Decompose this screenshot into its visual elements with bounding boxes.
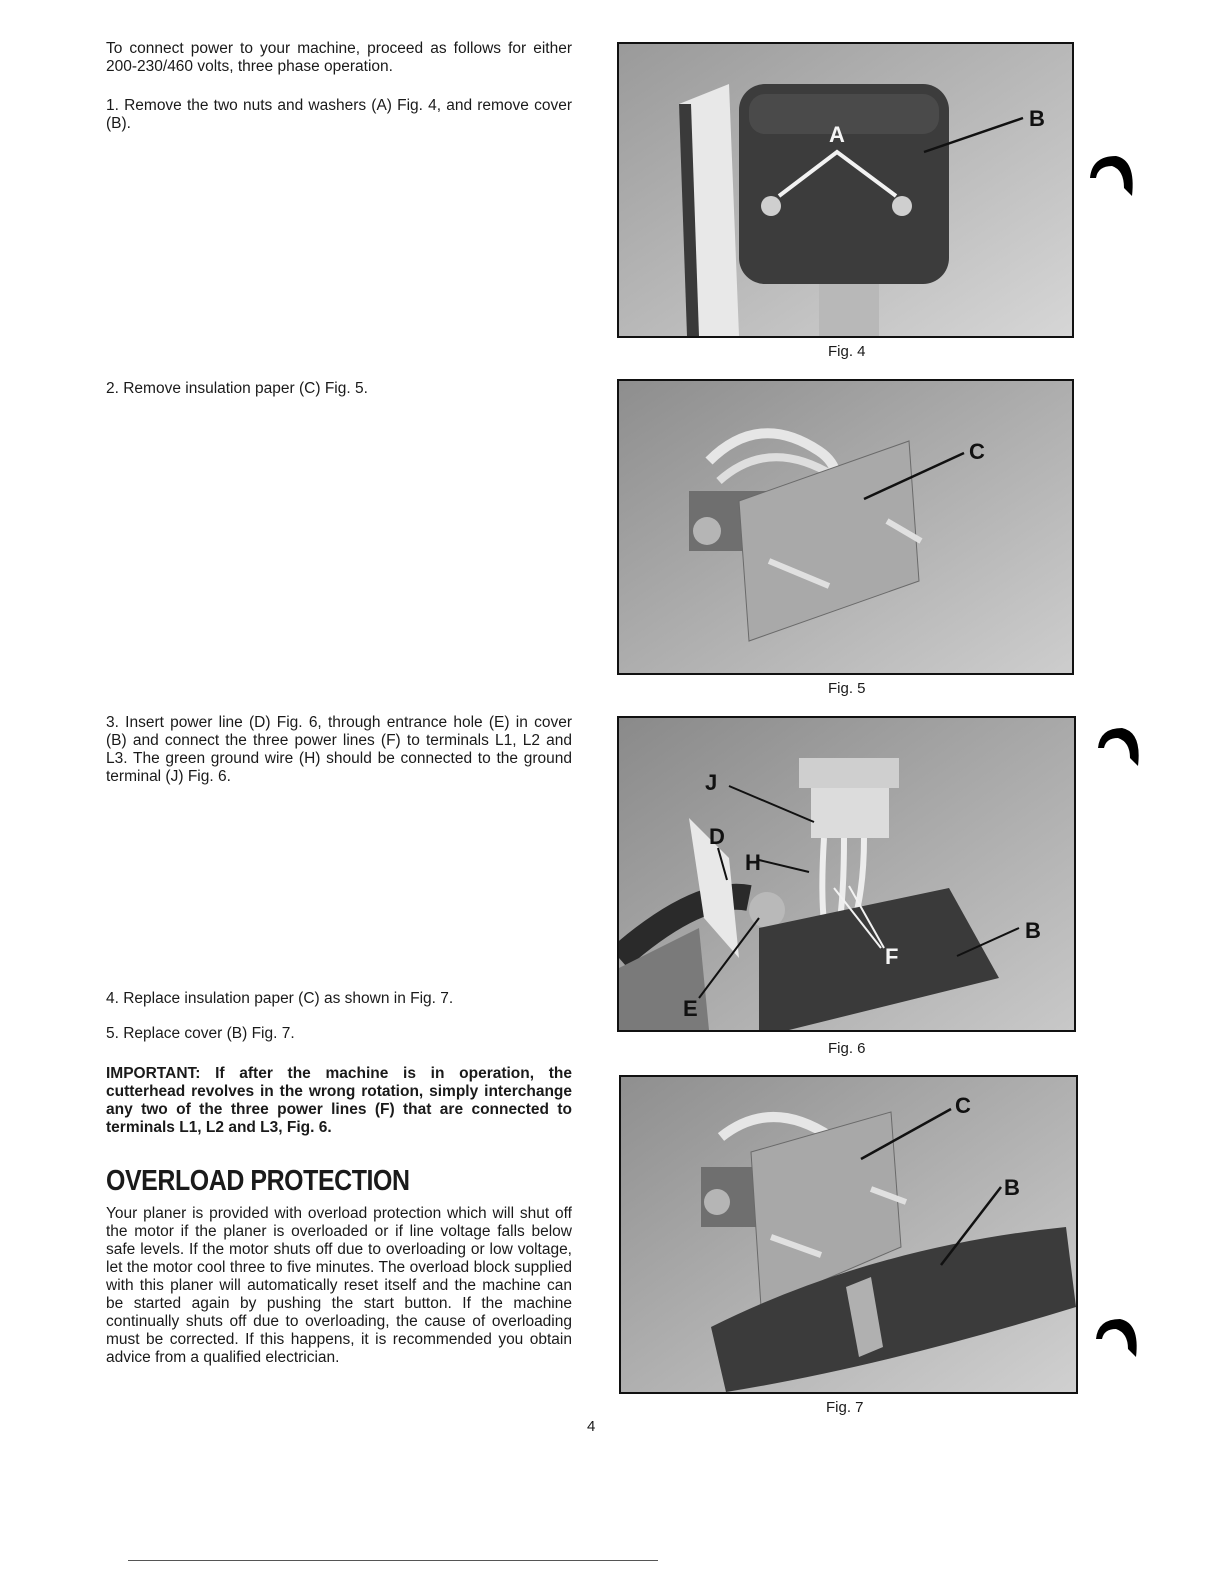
label-h: H [745,850,761,875]
figure-6-photo [617,716,1076,1032]
figure-7-caption: Fig. 7 [826,1399,864,1416]
overload-paragraph: Your planer is provided with overload protection which will shut off the motor if the planer is overloaded or if line voltage falls below safe levels. If the motor shuts off due to overloading or low voltage, let the motor cool three to five minutes. The overload block supplied with this planer will automatically reset itself and the machine can be started again by pushing the start button. If the machine continually shuts off due to overloading, the cause of overloading must be corrected. If this happens, it is recommended you obtain advice from a qualified electrician. [106,1205,572,1366]
figure-7-photo [619,1075,1078,1394]
figure-5-caption: Fig. 5 [828,680,866,697]
label-e: E [683,996,698,1021]
page-number: 4 [587,1418,596,1435]
step-3: 3. Insert power line (D) Fig. 6, through entrance hole (E) in cover (B) and connect the three power lines (F) to terminals L1, L2 and L3. The green ground wire (H) should be connected to the ground terminal (J) Fig. 6. [106,714,572,785]
step-1: 1. Remove the two nuts and washers (A) Fig. 4, and remove cover (B). [106,97,572,132]
nut-left [761,196,781,216]
step-2: 2. Remove insulation paper (C) Fig. 5. [106,380,368,397]
figure-4-caption: Fig. 4 [828,343,866,360]
label-c: C [969,439,985,464]
step-4: 4. Replace insulation paper (C) as shown in Fig. 7. [106,990,454,1007]
hole-punch-mark-1 [1088,152,1138,200]
hole-punch-mark-2 [1096,724,1144,770]
label-j: J [705,770,718,795]
terminal-block [811,788,889,838]
figure-6-caption: Fig. 6 [828,1040,866,1057]
label-b: B [1029,106,1045,131]
nut-right [892,196,912,216]
label-a: A [829,122,845,147]
figure-5-photo [617,379,1074,675]
important-note: IMPORTANT: If after the machine is in operation, the cutterhead revolves in the wrong rotation, simply interchange any two of the three power lines (F) that are connected to terminals L1, L2 and L3, Fig. 6. [106,1065,572,1136]
figure-4-photo [617,42,1074,338]
label-b7: B [1004,1175,1020,1200]
intro-paragraph: To connect power to your machine, proceed as follows for either 200-230/460 volts, three phase operation. [106,40,572,75]
section-heading: OVERLOAD PROTECTION [106,1165,410,1197]
bottom-rule [128,1560,658,1561]
label-c7: C [955,1093,971,1118]
label-f: F [885,944,899,969]
step-5: 5. Replace cover (B) Fig. 7. [106,1025,295,1042]
hole-punch-mark-3 [1094,1315,1140,1361]
label-b6: B [1025,918,1041,943]
label-d: D [709,824,725,849]
